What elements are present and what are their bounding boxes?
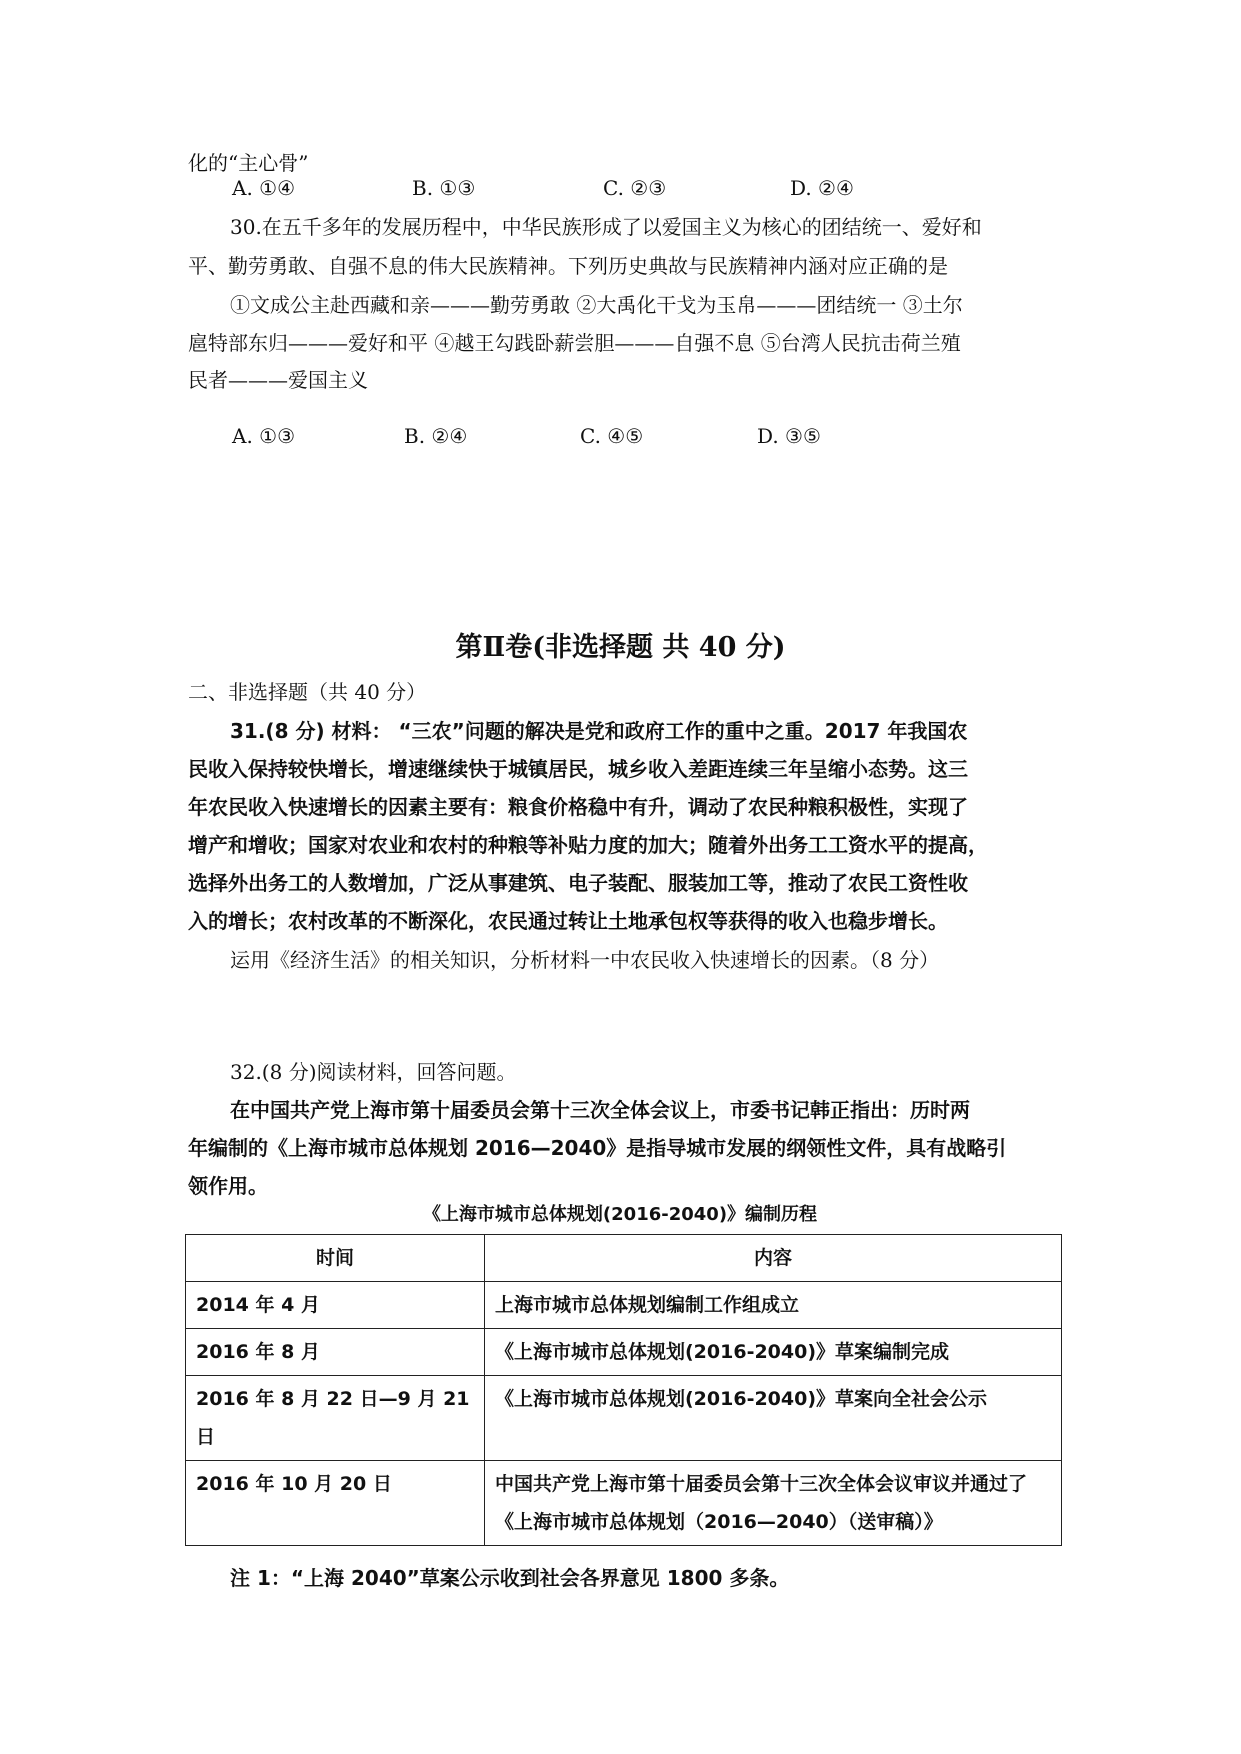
header-content: 内容 (485, 1235, 1062, 1282)
row-time: 2016 年 8 月 (186, 1329, 485, 1376)
table-row (186, 1376, 1062, 1461)
q31-line-6: 入的增长；农村改革的不断深化，农民通过转让土地承包权等获得的收入也稳步增长。 (188, 909, 948, 933)
q31-line-1: 31.(8 分) 材料： “三农”问题的解决是党和政府工作的重中之重。2017 年我国农 (230, 719, 968, 743)
q30-option-a: A. ①③ (232, 424, 296, 448)
table-note: 注 1：“上海 2040”草案公示收到社会各界意见 1800 多条。 (230, 1566, 790, 1590)
q31-line-2: 民收入保持较快增长，增速继续快于城镇居民，城乡收入差距连续三年呈缩小态势。这三 (188, 757, 968, 781)
q32-line-4: 领作用。 (188, 1174, 268, 1198)
table-row (186, 1461, 1062, 1546)
q29-option-b: B. ①③ (412, 176, 476, 200)
q31-line-4: 增产和增收；国家对农业和农村的种粮等补贴力度的加大；随着外出务工工资水平的提高， (188, 833, 988, 857)
q29-option-a: A. ①④ (232, 176, 296, 200)
q30-line-3: ①文成公主赴西藏和亲———勤劳勇敢 ②大禹化干戈为玉帛———团结统一 ③土尔 (230, 293, 963, 317)
q29-option-d: D. ②④ (790, 176, 854, 200)
q30-option-d: D. ③⑤ (757, 424, 821, 448)
table-caption: 《上海市城市总体规划(2016-2040)》编制历程 (422, 1204, 818, 1225)
q29-stem-tail: 化的“主心骨” (188, 151, 309, 175)
q30-option-b: B. ②④ (404, 424, 468, 448)
table-row (186, 1282, 1062, 1329)
q31-line-5: 选择外出务工的人数增加，广泛从事建筑、电子装配、服装加工等，推动了农民工资性收 (188, 871, 968, 895)
q31-question: 运用《经济生活》的相关知识，分析材料一中农民收入快速增长的因素。（8 分） (230, 948, 940, 972)
q30-line-2: 平、勤劳勇敢、自强不息的伟大民族精神。下列历史典故与民族精神内涵对应正确的是 (188, 254, 948, 278)
table-row (186, 1329, 1062, 1376)
row-content: 《上海市城市总体规划(2016-2040)》草案编制完成 (485, 1329, 1062, 1376)
q32-line-2: 在中国共产党上海市第十届委员会第十三次全体会议上，市委书记韩正指出：历时两 (230, 1098, 970, 1122)
table-header-row (186, 1235, 1062, 1282)
q32-line-1: 32.(8 分)阅读材料，回答问题。 (230, 1060, 517, 1084)
section-title: 第Ⅱ卷(非选择题 共 40 分) (455, 632, 786, 663)
q30-option-c: C. ④⑤ (580, 424, 644, 448)
planning-history-table (185, 1234, 1062, 1546)
q30-line-5: 民者———爱国主义 (188, 368, 368, 392)
row-content: 中国共产党上海市第十届委员会第十三次全体会议审议并通过了《上海市城市总体规划（2016—2040）（送审稿）》 (485, 1461, 1062, 1546)
row-time: 2016 年 8 月 22 日—9 月 21 日 (186, 1376, 485, 1461)
q29-option-c: C. ②③ (603, 176, 667, 200)
q30-line-1: 30.在五千多年的发展历程中，中华民族形成了以爱国主义为核心的团结统一、爱好和 (230, 215, 982, 239)
q31-line-3: 年农民收入快速增长的因素主要有：粮食价格稳中有升，调动了农民种粮积极性，实现了 (188, 795, 968, 819)
header-time: 时间 (186, 1235, 485, 1282)
row-content: 上海市城市总体规划编制工作组成立 (485, 1282, 1062, 1329)
row-time: 2014 年 4 月 (186, 1282, 485, 1329)
q32-line-3: 年编制的《上海市城市总体规划 2016—2040》是指导城市发展的纲领性文件，具有战略引 (188, 1136, 1007, 1160)
part2-heading: 二、非选择题（共 40 分） (188, 680, 427, 704)
q30-line-4: 扈特部东归———爱好和平 ④越王勾践卧薪尝胆———自强不息 ⑤台湾人民抗击荷兰殖 (188, 331, 961, 355)
row-time: 2016 年 10 月 20 日 (186, 1461, 485, 1546)
row-content: 《上海市城市总体规划(2016-2040)》草案向全社会公示 (485, 1376, 1062, 1461)
